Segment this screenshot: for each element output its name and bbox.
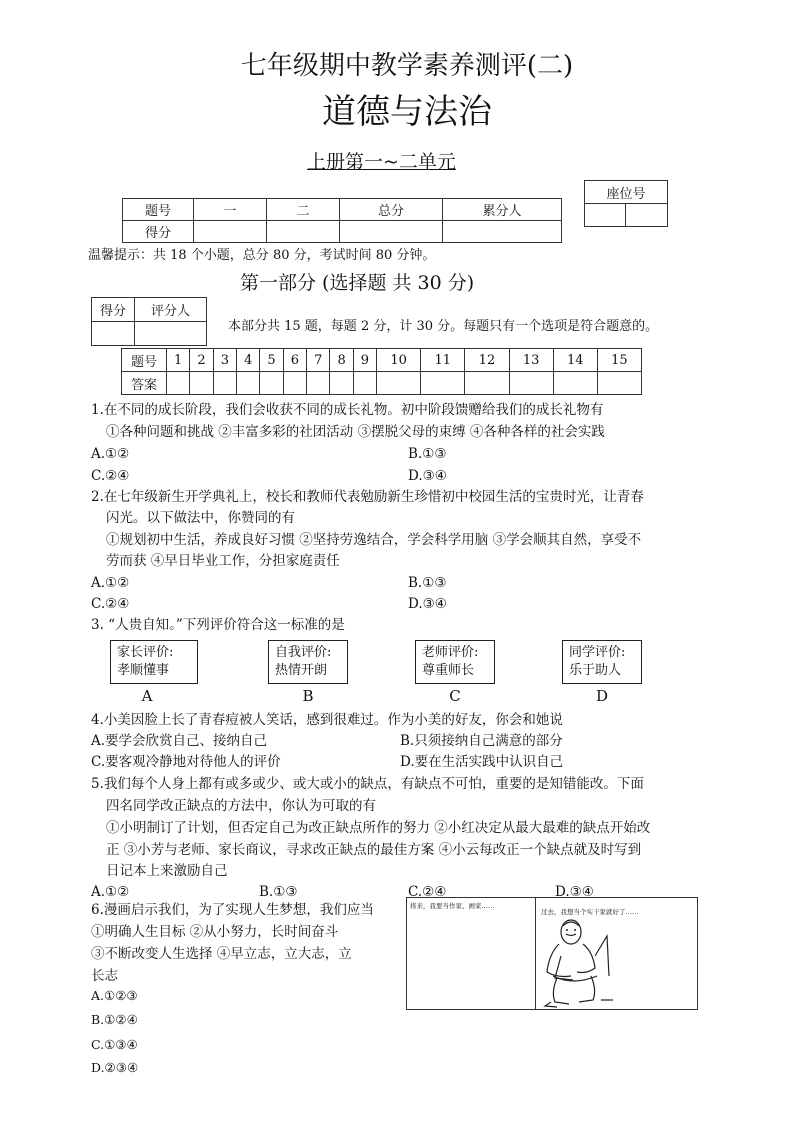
answer-grid-number: 9 [353,349,376,372]
q6-option-d[interactable]: D.②③④ [91,1060,139,1075]
q4-option-a[interactable]: A.要学会欣赏自己、接纳自己 [91,733,268,749]
q2-option-d[interactable]: D.③④ [408,596,447,612]
score-table [122,198,562,243]
answer-grid-number: 1 [167,349,190,372]
q6-comic-left-caption: 将来，我要当作家、画家…… [410,902,495,910]
answer-grid-number: 6 [283,349,306,372]
q1-option-c[interactable]: C.②④ [91,468,130,484]
q3-card-b-l1: 自我评价: [275,645,332,660]
grader-cell[interactable] [92,322,135,346]
answer-grid-cell[interactable] [330,372,353,395]
seat-cell[interactable] [585,204,626,227]
answer-grid-cell[interactable] [553,372,597,395]
q3-card-c[interactable] [415,640,495,705]
exam-title: 七年级期中教学素养测评(二) [240,51,574,81]
q6-comic [406,897,698,1010]
q5-option-c[interactable]: C.②④ [408,884,447,900]
q6-stem-line2: ①明确人生目标 ②从小努力，长时间奋斗 [91,924,339,940]
q2-stem-line2: 闪光。以下做法中，你赞同的有 [106,510,295,526]
answer-grid-cell[interactable] [167,372,190,395]
answer-grid-cell[interactable] [465,372,509,395]
q3-stem: 3. “人贵自知。”下列评价符合这一标准的是 [91,617,345,633]
q4-option-d[interactable]: D.要在生活实践中认识自己 [400,754,564,770]
q3-card-d[interactable] [562,640,642,705]
q3-card-d-l1: 同学评价: [569,645,626,660]
q5-items-line2: 正 ③小芳与老师、家长商议，寻求改正缺点的最佳方案 ④小云每改正一个缺点就及时写到 [106,842,642,858]
answer-grid-number: 12 [465,349,509,372]
answer-grid-cell[interactable] [213,372,236,395]
q4-stem: 4.小美因脸上长了青春痘被人笑话，感到很难过。作为小美的好友，你会和她说 [91,712,563,728]
answer-grid [121,348,642,395]
answer-grid-ans-label: 答案 [122,372,167,395]
q2-items-line2: 劳而获 ④早日毕业工作，分担家庭责任 [106,553,340,569]
score-row-label: 得分 [123,221,194,243]
q1-items: ①各种问题和挑战 ②丰富多彩的社团活动 ③摆脱父母的束缚 ④各种各样的社会实践 [106,424,605,440]
part1-intro: 本部分共 15 题，每题 2 分，计 30 分。每题只有一个选项是符合题意的。 [228,319,659,334]
score-cell[interactable] [194,221,267,243]
answer-grid-number: 10 [377,349,421,372]
q2-option-c[interactable]: C.②④ [91,596,130,612]
q2-option-a[interactable]: A.①② [91,575,130,591]
q6-stem-line1: 6.漫画启示我们，为了实现人生梦想，我们应当 [91,902,374,918]
q5-option-b[interactable]: B.①③ [259,884,298,900]
grader-header: 得分 [92,298,135,322]
q6-comic-right-caption: 过去，我想当个实干家就好了…… [541,908,639,916]
seat-label: 座位号 [585,181,668,204]
q3-card-a[interactable] [110,640,198,705]
q3-card-c-option: C [449,687,461,705]
q5-stem-line1: 5.我们每个人身上都有或多或少、或大或小的缺点，有缺点不可怕，重要的是知错能改。下面 [91,776,644,792]
tip-text: 温馨提示：共 18 个小题，总分 80 分，考试时间 80 分钟。 [88,248,436,263]
old-man-illustration [537,916,617,1009]
q6-option-a[interactable]: A.①②③ [91,988,138,1003]
grader-table [91,297,207,346]
q6-comic-divider [535,898,536,1010]
answer-grid-number: 7 [307,349,330,372]
answer-grid-number: 2 [190,349,213,372]
score-header: 总分 [340,199,443,221]
q6-option-c[interactable]: C.①③④ [91,1037,138,1052]
q3-card-d-l2: 乐于助人 [569,663,622,678]
q3-card-b-l2: 热情开朗 [275,663,328,678]
q3-card-b-option: B [302,687,314,705]
score-header: 二 [267,199,340,221]
answer-grid-cell[interactable] [421,372,465,395]
answer-grid-cell[interactable] [353,372,376,395]
answer-grid-number: 8 [330,349,353,372]
q2-items-line1: ①规划初中生活，养成良好习惯 ②坚持劳逸结合，学会科学用脑 ③学会顺其自然，享受不 [106,532,642,548]
part1-title: 第一部分 (选择题 共 30 分) [240,272,475,294]
q3-card-a-l2: 孝顺懂事 [117,663,170,678]
q5-items-line3: 日记本上来激励自己 [106,863,228,879]
answer-grid-cell[interactable] [307,372,330,395]
q4-option-c[interactable]: C.要客观冷静地对待他人的评价 [91,754,281,770]
q5-option-a[interactable]: A.①② [91,884,130,900]
answer-grid-num-label: 题号 [122,349,167,372]
answer-grid-number: 14 [553,349,597,372]
score-header: 一 [194,199,267,221]
q6-stem-line3: ③不断改变人生选择 ④早立志，立大志，立 [91,946,352,962]
q1-option-b[interactable]: B.①③ [408,446,447,462]
answer-grid-number: 11 [421,349,465,372]
q3-card-a-l1: 家长评价: [117,645,174,660]
q3-card-c-l2: 尊重师长 [422,663,475,678]
grader-header: 评分人 [135,298,207,322]
answer-grid-number: 5 [260,349,283,372]
answer-grid-cell[interactable] [190,372,213,395]
answer-grid-cell[interactable] [597,372,641,395]
grader-cell[interactable] [135,322,207,346]
q1-option-d[interactable]: D.③④ [408,468,447,484]
q3-card-b[interactable] [268,640,348,705]
answer-grid-number: 15 [597,349,641,372]
seat-number-box [584,180,668,227]
q1-option-a[interactable]: A.①② [91,446,130,462]
q2-stem-line1: 2.在七年级新生开学典礼上，校长和教师代表勉励新生珍惜初中校园生活的宝贵时光，让青春 [91,489,644,505]
answer-grid-number: 3 [213,349,236,372]
answer-grid-cell[interactable] [283,372,306,395]
score-cell[interactable] [340,221,443,243]
q3-card-c-l1: 老师评价: [422,645,479,660]
q3-card-d-option: D [595,687,609,705]
q6-option-b[interactable]: B.①②④ [91,1012,138,1027]
scope-subtitle: 上册第一~二单元 [307,151,456,173]
q3-card-a-option: A [141,687,153,705]
q1-stem: 1.在不同的成长阶段，我们会收获不同的成长礼物。初中阶段馈赠给我们的成长礼物有 [91,402,604,418]
q6-stem-line4: 长志 [91,968,118,984]
score-cell[interactable] [443,221,562,243]
answer-grid-number: 4 [237,349,260,372]
subject-title: 道德与法治 [322,92,492,132]
q5-items-line1: ①小明制订了计划，但否定自己为改正缺点所作的努力 ②小红决定从最大最难的缺点开始改 [106,820,651,836]
answer-grid-cell[interactable] [509,372,553,395]
answer-grid-cell[interactable] [260,372,283,395]
q5-stem-line2: 四名同学改正缺点的方法中，你认为可取的有 [106,798,376,814]
answer-grid-number: 13 [509,349,553,372]
seat-cell[interactable] [626,204,668,227]
q4-option-b[interactable]: B.只须接纳自己满意的部分 [400,733,563,749]
answer-grid-cell[interactable] [377,372,421,395]
score-header: 题号 [123,199,194,221]
q2-option-b[interactable]: B.①③ [408,575,447,591]
score-header: 累分人 [443,199,562,221]
answer-grid-cell[interactable] [237,372,260,395]
score-cell[interactable] [267,221,340,243]
q5-option-d[interactable]: D.③④ [555,884,594,900]
